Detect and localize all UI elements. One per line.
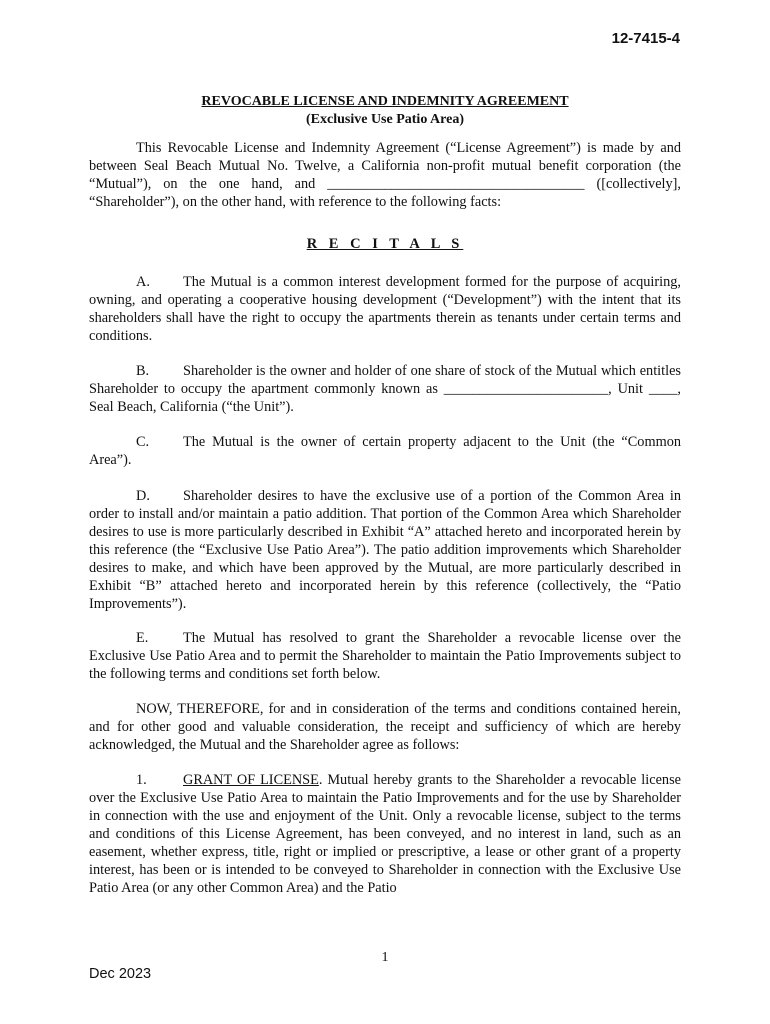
recital-e-letter: E. xyxy=(136,630,149,646)
recital-c xyxy=(89,433,681,469)
now-therefore-paragraph: NOW, THEREFORE, for and in consideration of the terms and conditions contained herein, and for other good and valuable consideration, the receipt and sufficiency of which are hereby acknowledged, the Mutual and the Shareholder agree as follows: xyxy=(89,701,681,753)
recital-c-letter: C. xyxy=(136,434,150,450)
recital-b-text: Shareholder is the owner and holder of one share of stock of the Mutual which entitles Shareholder to occupy the apartment commonly known as _______________________, Unit ____, Seal Beach, California (“the Unit”). xyxy=(89,363,681,415)
intro-paragraph: This Revocable License and Indemnity Agreement (“License Agreement”) is made by and between Seal Beach Mutual No. Twelve, a California non-profit mutual benefit corporation (the “Mutual”), on the one hand, and ____________________________________ ([collectively], “Shareholder”), on the other hand, with reference to the following facts: xyxy=(89,140,681,210)
section-1-heading: GRANT OF LICENSE xyxy=(183,772,319,788)
section-1-text: . Mutual hereby grants to the Shareholder a revocable license over the Exclusive Use Patio Area to maintain the Patio Improvements and for the use by Shareholder in connection with the use and enjoyment of the Unit. Only a revocable license, subject to the terms and conditions of this License Agreement, has been conveyed, and no interest in land, such as an easement, whether express, title, right or implied or prescriptive, a lease or other grant of a property interest, has been or is intended to be conveyed to Shareholder in connection with the Exclusive Use Patio Area (or any other Common Area) and the Patio xyxy=(89,772,681,896)
recital-d xyxy=(89,487,681,613)
footer-date: Dec 2023 xyxy=(89,966,152,982)
recital-a-text: The Mutual is a common interest development formed for the purpose of acquiring, owning, and operating a cooperative housing development (“Development”) with the intent that its shareholders shall have the right to occupy the apartments therein as tenants under certain terms and conditions. xyxy=(89,274,681,344)
section-1-grant-of-license xyxy=(89,771,681,897)
recital-d-text: Shareholder desires to have the exclusive use of a portion of the Common Area in order to install and/or maintain a patio addition. That portion of the Common Area which Shareholder desires to use is more particularly described in Exhibit “A” attached hereto and incorporated herein by this reference (the “Exclusive Use Patio Area”). The patio addition improvements which Shareholder desires to make, and which have been approved by the Mutual, are more particularly described in Exhibit “B” attached hereto and incorporated herein by this reference (collectively, the “Patio Improvements”). xyxy=(89,488,681,612)
recital-e-text: The Mutual has resolved to grant the Shareholder a revocable license over the Exclusive Use Patio Area and to permit the Shareholder to maintain the Patio Improvements subject to the following terms and conditions set forth below. xyxy=(89,630,681,682)
section-1-number: 1. xyxy=(136,772,147,788)
recital-a xyxy=(89,273,681,345)
recitals-heading: R E C I T A L S xyxy=(306,236,464,252)
recital-e xyxy=(89,629,681,683)
recital-b xyxy=(89,362,681,416)
agreement-title: REVOCABLE LICENSE AND INDEMNITY AGREEMENT xyxy=(201,94,569,109)
page-number: 1 xyxy=(381,950,389,965)
recital-b-letter: B. xyxy=(136,363,150,379)
recital-a-letter: A. xyxy=(136,274,150,290)
agreement-subtitle: (Exclusive Use Patio Area) xyxy=(306,112,464,127)
recital-d-letter: D. xyxy=(136,488,150,504)
document-number: 12-7415-4 xyxy=(611,30,680,47)
recital-c-text: The Mutual is the owner of certain property adjacent to the Unit (the “Common Area”). xyxy=(89,434,681,468)
